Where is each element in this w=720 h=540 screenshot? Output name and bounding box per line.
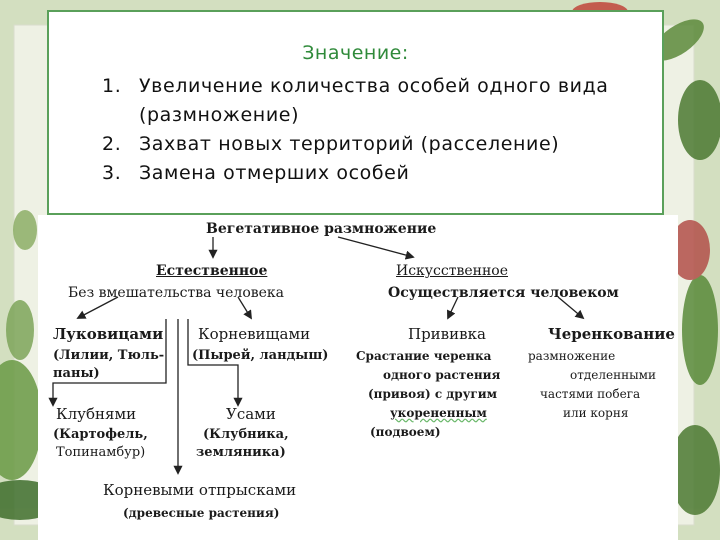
list-item-continuation: (размножение) [139, 104, 300, 126]
node-bulbs-line2: паны) [53, 366, 100, 381]
node-natural-title: Естественное [156, 263, 268, 279]
node-runners-title: Усами [226, 405, 276, 423]
node-grafting-line5: (подвоем) [370, 425, 441, 439]
node-cuttings-line4: или корня [563, 406, 629, 420]
node-tubers-title: Клубнями [56, 405, 137, 423]
node-rhizomes-line1: (Пырей, ландыш) [192, 348, 329, 363]
node-grafting-line4: укорененным [390, 406, 487, 420]
node-cuttings-line2: отделенными [570, 368, 656, 382]
node-artificial-title: Искусственное [396, 263, 509, 279]
node-root: Вегетативное размножение [206, 221, 437, 237]
card-title: Значение: [302, 42, 409, 64]
propagation-diagram [38, 215, 678, 540]
node-runners-line1: (Клубника, [203, 427, 289, 442]
list-item: 3. Замена отмерших особей [102, 162, 410, 184]
node-bulbs-line1: (Лилии, Тюль- [53, 348, 165, 363]
node-cuttings-line1: размножение [528, 349, 616, 363]
arrow-root-artificial [338, 237, 413, 257]
node-bulbs-title: Луковицами [53, 325, 164, 343]
node-grafting-line3: (привоя) с другим [368, 387, 498, 401]
node-cuttings-line3: частями побега [540, 387, 641, 401]
node-grafting-line2: одного растения [383, 368, 501, 382]
node-rhizomes-title: Корневищами [198, 325, 311, 343]
node-root-suckers-title: Корневыми отпрысками [103, 481, 297, 499]
node-grafting-title: Прививка [408, 325, 486, 343]
node-grafting-line1: Срастание черенка [356, 349, 492, 363]
node-tubers-line2: Топинамбур) [56, 445, 146, 460]
node-natural-subtitle: Без вмешательства человека [68, 285, 285, 301]
node-cuttings-title: Черенкование [548, 325, 675, 343]
node-root-suckers-line1: (древесные растения) [123, 506, 280, 520]
meaning-card [47, 10, 664, 215]
node-runners-line2: земляника) [196, 445, 286, 460]
node-tubers-line1: (Картофель, [53, 427, 148, 442]
list-item: 1. Увеличение количества особей одного вида [102, 75, 609, 97]
node-artificial-subtitle: Осуществляется человеком [388, 285, 619, 301]
meaning-list [102, 72, 609, 188]
list-item: 2. Захват новых территорий (расселение) [102, 133, 560, 155]
